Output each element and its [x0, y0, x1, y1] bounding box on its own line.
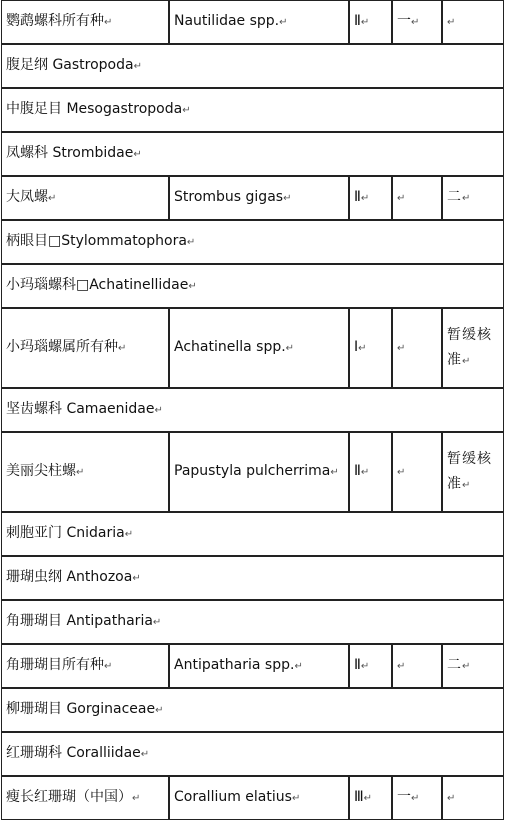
- appendix-cell-text: Ⅱ: [354, 463, 361, 479]
- chinese-name-cell-text: 瘦长红珊瑚（中国）: [6, 789, 132, 805]
- paragraph-mark-icon: ↵: [186, 237, 196, 248]
- species-row: [1, 0, 504, 44]
- paragraph-mark-icon: ↵: [104, 661, 113, 672]
- taxon-name-cell: [1, 264, 504, 308]
- scientific-name-cell: [169, 644, 349, 688]
- appendix-cell: [349, 644, 392, 688]
- paragraph-mark-icon: ↵: [397, 343, 406, 354]
- appendix-cell-text: Ⅱ: [354, 657, 361, 673]
- protected-species-table: [1, 0, 504, 820]
- protection-cell: [442, 308, 504, 388]
- category-cell: [392, 308, 442, 388]
- protection-cell-text: 二: [447, 189, 462, 205]
- taxon-name-cell: [1, 220, 504, 264]
- taxon-name-cell-text: 小玛瑙螺科□Achatinellidae: [6, 277, 189, 293]
- paragraph-mark-icon: ↵: [360, 17, 370, 28]
- chinese-name-cell: [1, 0, 169, 44]
- scientific-name-cell-text: Antipatharia spp.: [174, 657, 295, 673]
- scientific-name-cell-text: Papustyla pulcherrima: [174, 463, 331, 479]
- protection-cell: [442, 432, 504, 512]
- taxon-row: [1, 264, 504, 308]
- paragraph-mark-icon: ↵: [360, 467, 370, 478]
- species-row: [1, 176, 504, 220]
- paragraph-mark-icon: ↵: [133, 149, 142, 160]
- taxon-name-cell: [1, 44, 504, 88]
- chinese-name-cell: [1, 308, 169, 388]
- species-row: [1, 308, 504, 388]
- appendix-cell: [349, 0, 392, 44]
- appendix-cell: [349, 176, 392, 220]
- paragraph-mark-icon: ↵: [76, 467, 85, 478]
- paragraph-mark-icon: ↵: [411, 793, 420, 804]
- appendix-cell: [349, 308, 392, 388]
- paragraph-mark-icon: ↵: [283, 193, 292, 204]
- species-row: [1, 776, 504, 820]
- paragraph-mark-icon: ↵: [155, 705, 164, 716]
- paragraph-mark-icon: ↵: [462, 193, 472, 204]
- chinese-name-cell: [1, 432, 169, 512]
- paragraph-mark-icon: ↵: [188, 281, 197, 292]
- taxon-row: [1, 44, 504, 88]
- paragraph-mark-icon: ↵: [291, 793, 301, 804]
- protection-cell: [442, 644, 504, 688]
- paragraph-mark-icon: ↵: [397, 661, 406, 672]
- protection-cell-text: 二: [447, 657, 462, 673]
- paragraph-mark-icon: ↵: [360, 193, 370, 204]
- table-body: [1, 0, 504, 820]
- species-row: [1, 644, 504, 688]
- taxon-row: [1, 220, 504, 264]
- taxon-name-cell-text: 坚齿螺科 Camaenidae: [6, 401, 155, 417]
- chinese-name-cell-text: 美丽尖柱螺: [6, 463, 76, 479]
- paragraph-mark-icon: ↵: [462, 479, 472, 491]
- taxon-row: [1, 688, 504, 732]
- taxon-name-cell: [1, 556, 504, 600]
- appendix-cell-text: Ⅱ: [354, 13, 361, 29]
- chinese-name-cell-text: 角珊瑚目所有种: [6, 657, 104, 673]
- scientific-name-cell: [169, 432, 349, 512]
- paragraph-mark-icon: ↵: [140, 749, 150, 760]
- category-cell: [392, 0, 442, 44]
- paragraph-mark-icon: ↵: [462, 355, 472, 367]
- paragraph-mark-icon: ↵: [279, 17, 288, 28]
- paragraph-mark-icon: ↵: [48, 193, 57, 204]
- scientific-name-cell-text: Corallium elatius: [174, 789, 292, 805]
- chinese-name-cell-text: 大凤螺: [6, 189, 48, 205]
- paragraph-mark-icon: ↵: [358, 343, 367, 354]
- paragraph-mark-icon: ↵: [154, 405, 163, 416]
- protection-cell: [442, 776, 504, 820]
- taxon-name-cell-text: 腹足纲 Gastropoda: [6, 57, 134, 73]
- paragraph-mark-icon: ↵: [447, 17, 457, 28]
- category-cell-text: 一: [397, 789, 411, 805]
- species-row: [1, 432, 504, 512]
- taxon-name-cell-text: 刺胞亚门 Cnidaria: [6, 525, 125, 541]
- paragraph-mark-icon: ↵: [447, 793, 457, 804]
- scientific-name-cell: [169, 776, 349, 820]
- appendix-cell-text: Ⅰ: [354, 339, 359, 355]
- appendix-cell-text: Ⅱ: [354, 189, 361, 205]
- paragraph-mark-icon: ↵: [363, 793, 373, 804]
- category-cell: [392, 176, 442, 220]
- paragraph-mark-icon: ↵: [132, 573, 141, 584]
- chinese-name-cell-text: 鹦鹉螺科所有种: [6, 13, 104, 29]
- taxon-name-cell: [1, 132, 504, 176]
- paragraph-mark-icon: ↵: [124, 529, 134, 540]
- paragraph-mark-icon: ↵: [285, 343, 295, 354]
- protection-cell: [442, 176, 504, 220]
- paragraph-mark-icon: ↵: [132, 793, 141, 804]
- taxon-row: [1, 600, 504, 644]
- paragraph-mark-icon: ↵: [330, 467, 339, 478]
- appendix-cell: [349, 776, 392, 820]
- taxon-row: [1, 88, 504, 132]
- category-cell-text: 一: [397, 13, 411, 29]
- scientific-name-cell: [169, 308, 349, 388]
- taxon-name-cell-text: 柄眼目□Stylommatophora: [6, 233, 187, 249]
- paragraph-mark-icon: ↵: [462, 661, 472, 672]
- appendix-cell-text: Ⅲ: [354, 789, 364, 805]
- taxon-name-cell-text: 红珊瑚科 Coralliidae: [6, 745, 141, 761]
- taxon-name-cell: [1, 512, 504, 556]
- taxon-name-cell-text: 珊瑚虫纲 Anthozoa: [6, 569, 133, 585]
- paragraph-mark-icon: ↵: [118, 343, 127, 354]
- protection-cell-text: 暂缓核准: [447, 326, 492, 368]
- taxon-name-cell: [1, 88, 504, 132]
- chinese-name-cell-text: 小玛瑙螺属所有种: [6, 339, 118, 355]
- paragraph-mark-icon: ↵: [294, 661, 303, 672]
- paragraph-mark-icon: ↵: [360, 661, 370, 672]
- paragraph-mark-icon: ↵: [182, 105, 191, 116]
- scientific-name-cell-text: Strombus gigas: [174, 189, 284, 205]
- taxon-name-cell-text: 角珊瑚目 Antipatharia: [6, 613, 153, 629]
- paragraph-mark-icon: ↵: [411, 17, 420, 28]
- chinese-name-cell: [1, 176, 169, 220]
- category-cell: [392, 644, 442, 688]
- taxon-name-cell: [1, 688, 504, 732]
- category-cell: [392, 432, 442, 512]
- appendix-cell: [349, 432, 392, 512]
- taxon-row: [1, 732, 504, 776]
- taxon-name-cell: [1, 732, 504, 776]
- chinese-name-cell: [1, 644, 169, 688]
- paragraph-mark-icon: ↵: [152, 617, 162, 628]
- taxon-row: [1, 388, 504, 432]
- taxon-name-cell-text: 中腹足目 Mesogastropoda: [6, 101, 183, 117]
- taxon-row: [1, 132, 504, 176]
- chinese-name-cell: [1, 776, 169, 820]
- taxon-name-cell-text: 凤螺科 Strombidae: [6, 145, 134, 161]
- scientific-name-cell-text: Achatinella spp.: [174, 339, 286, 355]
- taxon-row: [1, 556, 504, 600]
- scientific-name-cell: [169, 0, 349, 44]
- taxon-name-cell: [1, 388, 504, 432]
- taxon-name-cell-text: 柳珊瑚目 Gorginaceae: [6, 701, 156, 717]
- paragraph-mark-icon: ↵: [397, 193, 406, 204]
- taxon-name-cell: [1, 600, 504, 644]
- protection-cell-text: 暂缓核准: [447, 450, 492, 492]
- paragraph-mark-icon: ↵: [397, 467, 406, 478]
- paragraph-mark-icon: ↵: [133, 61, 142, 72]
- taxon-row: [1, 512, 504, 556]
- protection-cell: [442, 0, 504, 44]
- paragraph-mark-icon: ↵: [104, 17, 113, 28]
- scientific-name-cell-text: Nautilidae spp.: [174, 13, 280, 29]
- scientific-name-cell: [169, 176, 349, 220]
- category-cell: [392, 776, 442, 820]
